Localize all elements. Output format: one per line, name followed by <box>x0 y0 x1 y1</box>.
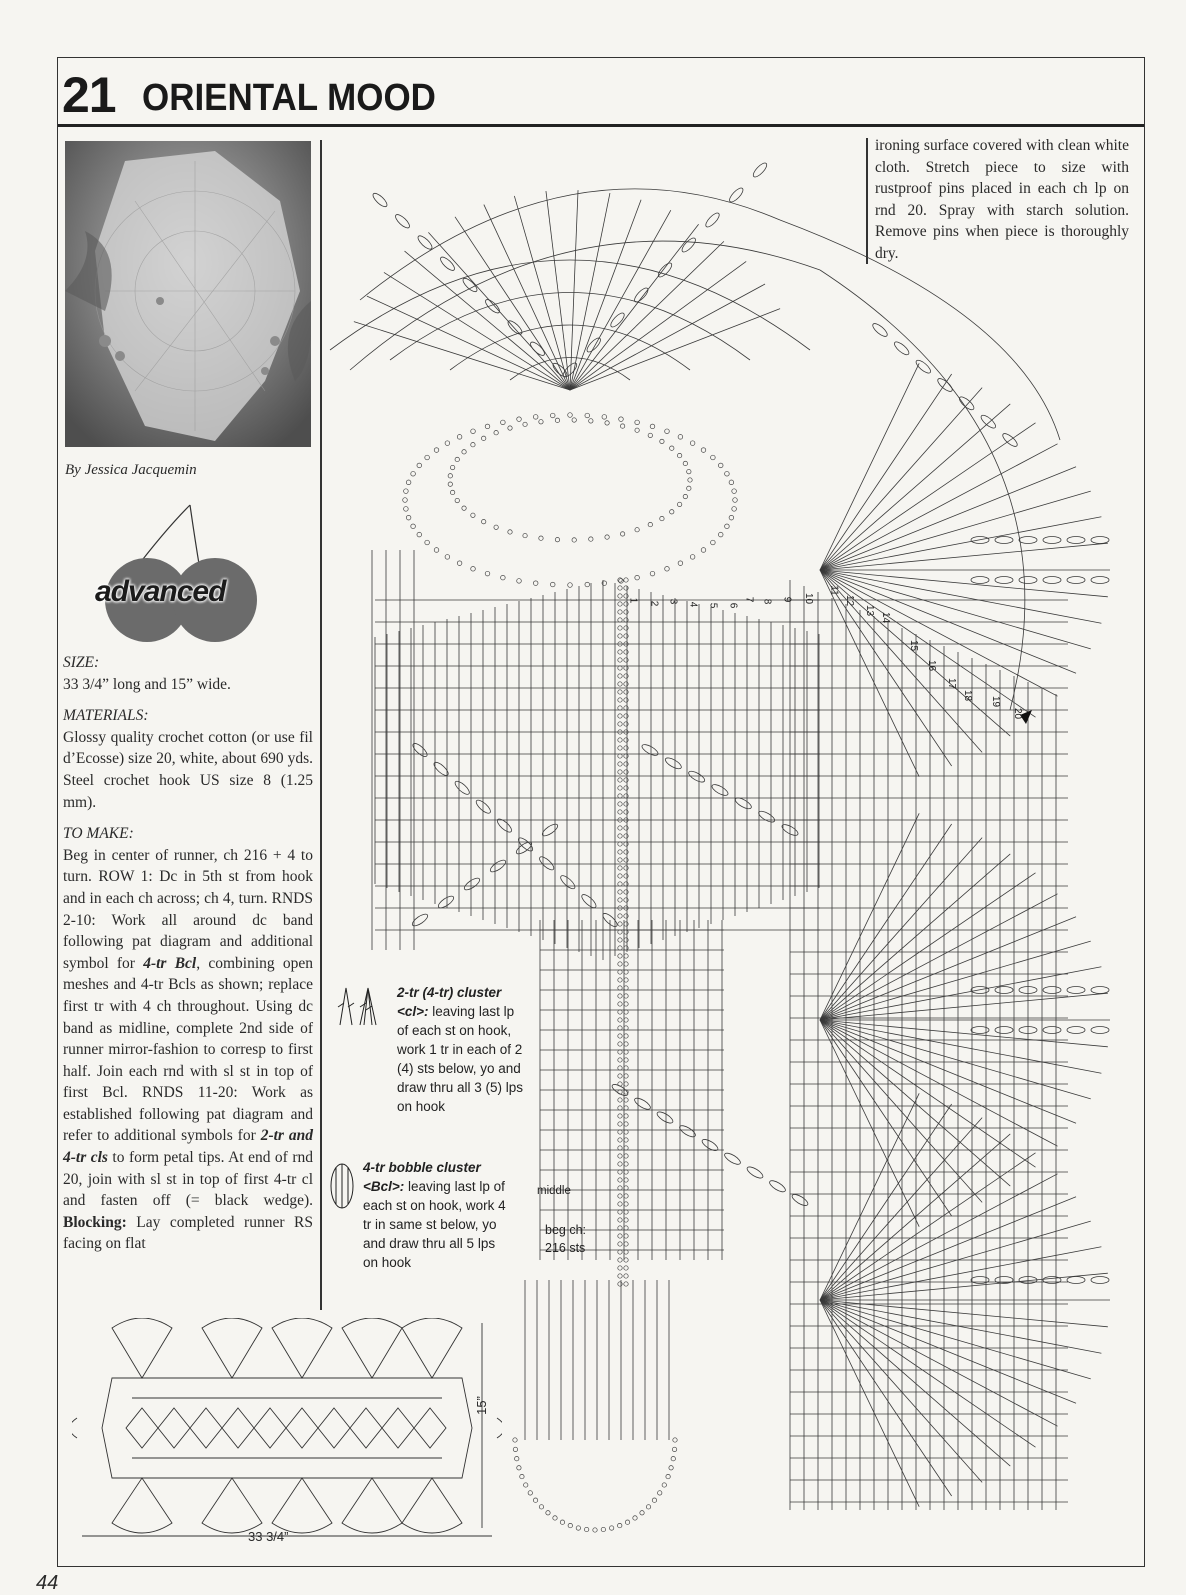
cluster-legend: 2-tr (4-tr) cluster <cl>: leaving last lp of each st on hook, work 1 tr in each of 2 (4) sts below, yo and draw thru all 3 (5) lps on hook <box>397 985 524 1114</box>
instructions-column <box>63 652 313 1255</box>
round-number-label: 10 <box>803 592 815 605</box>
round-number-label: 6 <box>727 602 739 609</box>
round-number-label: 17 <box>946 677 958 690</box>
blocking-continued-text: ironing surface covered with clean white cloth. Stretch piece to size with rustproof pins placed in each ch lp on rnd 20. Spray with starch solution. Remove pins when piece is thoroughly dry. <box>875 137 1129 262</box>
materials-heading: MATERIALS: <box>63 707 149 725</box>
round-number-label: 18 <box>962 689 974 702</box>
size-text: 33 3/4” long and 15” wide. <box>63 675 231 693</box>
round-number-label: 8 <box>761 598 773 605</box>
round-number-label: 20 <box>1012 707 1024 720</box>
round-number-label: 5 <box>707 602 719 609</box>
round-number-label: 11 <box>828 585 840 596</box>
runner-schematic <box>72 1318 502 1548</box>
round-number-label: 15 <box>908 639 920 652</box>
round-number-label: 9 <box>781 596 793 603</box>
tomake-heading: TO MAKE: <box>63 825 134 843</box>
bobble-legend: 4-tr bobble cluster <Bcl>: leaving last lp of each st on hook, work 4 tr in same st below, yo and draw thru all 5 lps on hook <box>363 1160 506 1270</box>
runner-photo <box>65 141 311 447</box>
round-number-label: 13 <box>864 604 876 617</box>
middle-label: middle <box>537 1185 571 1197</box>
page-number: 44 <box>36 1572 59 1594</box>
round-number-label: 19 <box>990 695 1002 708</box>
round-number-label: 2 <box>648 600 660 607</box>
pattern-number: 21 <box>62 67 116 123</box>
round-number-label: 7 <box>743 596 755 603</box>
materials-text: Glossy quality crochet cotton (or use fil d’Ecosse) size 20, white, about 690 yds. Steel crochet hook US size 8 (1.25 mm). <box>63 728 313 811</box>
title-bar <box>58 62 1144 127</box>
page-title: ORIENTAL MOOD <box>142 77 436 119</box>
round-number-label: 1 <box>627 597 639 604</box>
size-heading: SIZE: <box>63 654 100 671</box>
cluster-symbol-icon <box>330 985 380 1030</box>
height-dimension-label: 15” <box>473 1396 489 1415</box>
badge-label: advanced <box>95 575 226 608</box>
round-number-label: 12 <box>844 594 856 607</box>
skill-level-badge <box>95 500 275 645</box>
tomake-text: Beg in center of runner, ch 216 + 4 to turn. ROW 1: Dc in 5th st from hook and in each ch across; ch 4, turn. RNDS 2-10: Work all around dc band following pat diagram and additional symbol for 4-tr Bcl, combining open meshes and 4-tr Bcls as shown; replace first tr with 4 ch throughout. Using dc band as midline, complete 2nd side of runner mirror-fashion to corresp to first half. Join each rnd with sl st in top of first Bcl. RNDS 11-20: Work as established following pat diagram and refer to additional symbols for 2-tr and 4-tr cls to form petal tips. At end of rnd 20, join with sl st in top of first 4-tr cl and fasten off (= black wedge). Blocking: Lay completed runner RS facing on flat <box>63 846 313 1253</box>
bobble-symbol-icon <box>328 1160 356 1212</box>
round-number-label: 4 <box>687 601 699 608</box>
round-number-label: 14 <box>880 611 892 624</box>
byline: By Jessica Jacquemin <box>65 462 197 478</box>
width-dimension-label: 33 3/4” <box>248 1529 289 1544</box>
beg-ch-label: beg ch: <box>545 1223 587 1237</box>
beg-ch-count: 216 sts <box>545 1241 586 1255</box>
round-number-label: 16 <box>926 659 938 672</box>
round-number-label: 3 <box>667 598 679 605</box>
